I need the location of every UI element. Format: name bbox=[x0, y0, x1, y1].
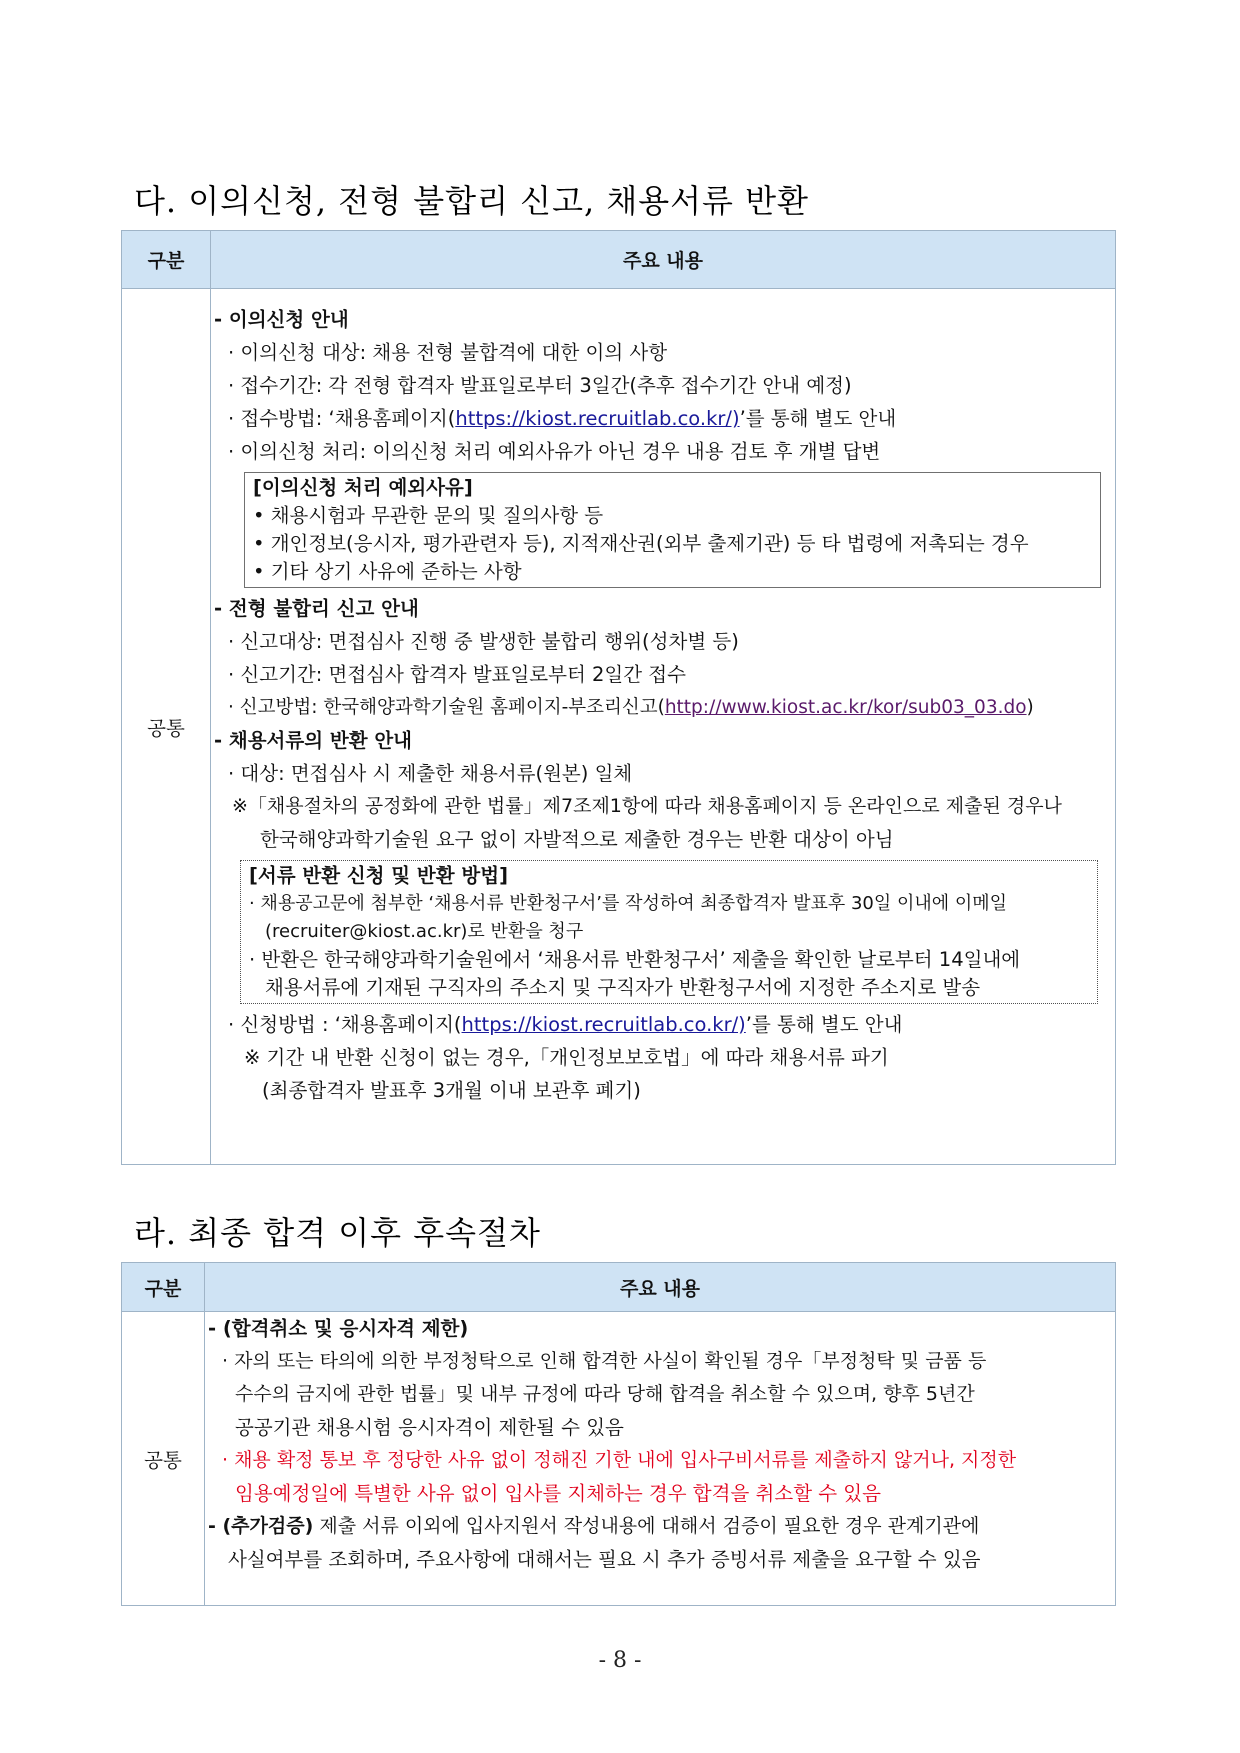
verify-line2: 사실여부를 조회하며, 주요사항에 대해서는 필요 시 추가 증빙서류 제출을 요구할 수 있음 bbox=[228, 1548, 981, 1571]
section-c-table bbox=[121, 230, 1116, 1165]
return-target: · 대상: 면접심사 시 제출한 채용서류(원본) 일체 bbox=[228, 762, 633, 785]
return-box-line4: 채용서류에 기재된 구직자의 주소지 및 구직자가 반환청구서에 지정한 주소지로 발송 bbox=[265, 976, 981, 999]
report-page-link[interactable]: http://www.kiost.ac.kr/kor/sub03_03.do bbox=[664, 697, 1027, 718]
exception-box-title: [이의신청 처리 예외사유] bbox=[253, 476, 473, 499]
exception-item: • 채용시험과 무관한 문의 및 질의사항 등 bbox=[253, 504, 604, 527]
return-note2-line1: ※ 기간 내 반환 신청이 없는 경우,「개인정보보호법」에 따라 채용서류 파기 bbox=[244, 1046, 889, 1069]
return-heading: - 채용서류의 반환 안내 bbox=[214, 729, 412, 752]
verify-line1 bbox=[208, 1510, 1115, 1543]
section-d-table bbox=[121, 1262, 1116, 1606]
exception-item: • 기타 상기 사유에 준하는 사항 bbox=[253, 560, 522, 583]
red-warning-line: 임용예정일에 특별한 사유 없이 입사를 지체하는 경우 합격을 취소할 수 있음 bbox=[235, 1482, 881, 1505]
return-box-line3: · 반환은 한국해양과학기술원에서 ‘채용서류 반환청구서’ 제출을 확인한 날로부터 14일내에 bbox=[249, 948, 1021, 971]
irregularity-method bbox=[214, 691, 1115, 724]
content-cell bbox=[211, 289, 1116, 1165]
return-box bbox=[240, 860, 1098, 1004]
return-note-line1: ※「채용절차의 공정화에 관한 법률」제7조제1항에 따라 채용홈페이지 등 온라인으로 제출된 경우나 bbox=[232, 795, 1062, 817]
recruit-homepage-link-2[interactable]: https://kiost.recruitlab.co.kr/) bbox=[461, 1013, 746, 1036]
irregularity-target: · 신고대상: 면접심사 진행 중 발생한 불합리 행위(성차별 등) bbox=[228, 630, 739, 653]
header-category: 구분 bbox=[122, 1263, 205, 1312]
objection-process: · 이의신청 처리: 이의신청 처리 예외사유가 아닌 경우 내용 검토 후 개별 답변 bbox=[228, 440, 881, 463]
verify-text: 제출 서류 이외에 입사지원서 작성내용에 대해서 검증이 필요한 경우 관계기관에 bbox=[313, 1515, 980, 1537]
return-box-title: [서류 반환 신청 및 반환 방법] bbox=[249, 864, 508, 887]
return-apply-pre: · 신청방법 : ‘채용홈페이지( bbox=[228, 1013, 462, 1036]
cancel-line: 공공기관 채용시험 응시자격이 제한될 수 있음 bbox=[235, 1416, 624, 1439]
return-note2-line2: (최종합격자 발표후 3개월 이내 보관후 폐기) bbox=[262, 1079, 641, 1102]
category-cell: 공통 bbox=[122, 1312, 205, 1606]
recruit-homepage-link[interactable]: https://kiost.recruitlab.co.kr/) bbox=[455, 407, 740, 430]
return-apply-method bbox=[214, 1008, 1115, 1041]
objection-method bbox=[214, 402, 1115, 435]
section-c-title: 다. 이의신청, 전형 불합리 신고, 채용서류 반환 bbox=[134, 182, 809, 220]
section-d-header-row bbox=[122, 1263, 1116, 1312]
exception-box bbox=[244, 472, 1101, 588]
irregularity-heading: - 전형 불합리 신고 안내 bbox=[214, 597, 419, 620]
objection-target: · 이의신청 대상: 채용 전형 불합격에 대한 이의 사항 bbox=[228, 341, 668, 364]
return-note-line2: 한국해양과학기술원 요구 없이 자발적으로 제출한 경우는 반환 대상이 아님 bbox=[260, 828, 894, 851]
page-number: - 8 - bbox=[598, 1648, 642, 1673]
objection-period: · 접수기간: 각 전형 합격자 발표일로부터 3일간(추후 접수기간 안내 예정) bbox=[228, 374, 852, 397]
content-cell bbox=[205, 1312, 1116, 1606]
exception-item: • 개인정보(응시자, 평가관련자 등), 지적재산권(외부 출제기관) 등 타 법령에 저촉되는 경우 bbox=[253, 532, 1029, 555]
objection-method-pre: · 접수방법: ‘채용홈페이지( bbox=[228, 407, 456, 430]
section-d-body-row bbox=[122, 1312, 1116, 1606]
section-c-body-row bbox=[122, 289, 1116, 1165]
header-content: 주요 내용 bbox=[211, 231, 1116, 289]
cancel-heading: - (합격취소 및 응시자격 제한) bbox=[208, 1317, 469, 1340]
cancel-line: · 자의 또는 타의에 의한 부정청탁으로 인해 합격한 사실이 확인될 경우「부정청탁 및 금품 등 bbox=[222, 1350, 987, 1372]
header-content: 주요 내용 bbox=[205, 1263, 1116, 1312]
irregularity-method-post: ) bbox=[1026, 697, 1034, 718]
section-d-title: 라. 최종 합격 이후 후속절차 bbox=[134, 1214, 541, 1252]
return-apply-post: ’를 통해 별도 안내 bbox=[745, 1013, 903, 1036]
red-warning-line: · 채용 확정 통보 후 정당한 사유 없이 정해진 기한 내에 입사구비서류를 제출하지 않거나, 지정한 bbox=[222, 1449, 1017, 1471]
category-cell: 공통 bbox=[122, 289, 211, 1165]
irregularity-period: · 신고기간: 면접심사 합격자 발표일로부터 2일간 접수 bbox=[228, 663, 686, 686]
verify-label: - (추가검증) bbox=[208, 1515, 314, 1537]
irregularity-method-pre: · 신고방법: 한국해양과학기술원 홈페이지-부조리신고( bbox=[228, 697, 665, 718]
objection-method-post: ’를 통해 별도 안내 bbox=[739, 407, 897, 430]
return-box-line1: · 채용공고문에 첨부한 ‘채용서류 반환청구서’를 작성하여 최종합격자 발표후 30일 이내에 이메일 bbox=[249, 893, 1008, 914]
return-box-line2: (recruiter@kiost.ac.kr)로 반환을 청구 bbox=[265, 921, 584, 942]
objection-heading: - 이의신청 안내 bbox=[214, 308, 349, 331]
cancel-line: 수수의 금지에 관한 법률」및 내부 규정에 따라 당해 합격을 취소할 수 있으며, 향후 5년간 bbox=[235, 1383, 975, 1405]
header-category: 구분 bbox=[122, 231, 211, 289]
section-c-header-row bbox=[122, 231, 1116, 289]
